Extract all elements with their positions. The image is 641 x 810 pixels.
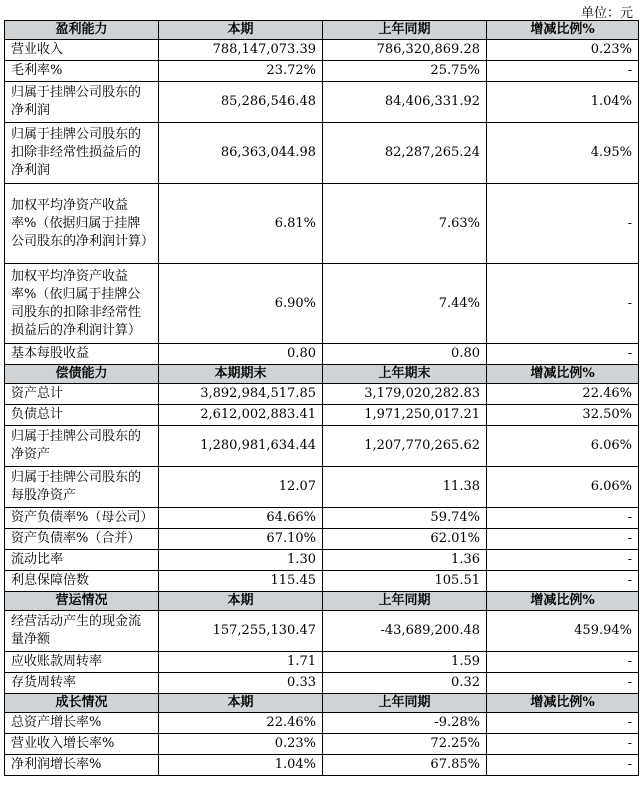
section-header-solvency	[5, 365, 639, 384]
change-percent: -	[487, 529, 639, 550]
table-row	[5, 82, 639, 123]
table-row	[5, 184, 639, 264]
previous-value: 11.38	[323, 467, 487, 508]
current-value: 0.80	[159, 344, 323, 365]
previous-value: 25.75%	[323, 61, 487, 82]
unit-label: 单位：元	[580, 6, 633, 21]
current-value: 85,286,546.48	[159, 82, 323, 123]
current-value: 64.66%	[159, 508, 323, 529]
header-cell: 增减比例%	[487, 694, 639, 713]
previous-value: 786,320,869.28	[323, 40, 487, 61]
previous-value: 1,207,770,265.62	[323, 426, 487, 467]
current-value: 3,892,984,517.85	[159, 384, 323, 405]
change-percent: -	[487, 61, 639, 82]
table-row	[5, 264, 639, 344]
row-label: 归属于挂牌公司股东的净利润	[5, 82, 159, 123]
table-row	[5, 755, 639, 776]
header-cell: 成长情况	[5, 694, 159, 713]
current-value: 2,612,002,883.41	[159, 405, 323, 426]
financial-indicators-table	[4, 20, 639, 776]
previous-value: 59.74%	[323, 508, 487, 529]
table-row	[5, 40, 639, 61]
header-cell: 盈利能力	[5, 21, 159, 40]
change-percent: 22.46%	[487, 384, 639, 405]
current-value: 6.90%	[159, 264, 323, 344]
table-row	[5, 652, 639, 673]
previous-value: 84,406,331.92	[323, 82, 487, 123]
section-header-operations	[5, 592, 639, 611]
table-row	[5, 61, 639, 82]
row-label: 应收账款周转率	[5, 652, 159, 673]
current-value: 157,255,130.47	[159, 611, 323, 652]
row-label: 毛利率%	[5, 61, 159, 82]
current-value: 1.30	[159, 550, 323, 571]
change-percent: 0.23%	[487, 40, 639, 61]
header-cell: 本期	[159, 592, 323, 611]
current-value: 22.46%	[159, 713, 323, 734]
row-label: 归属于挂牌公司股东的扣除非经常性损益后的净利润	[5, 123, 159, 184]
change-percent: 6.06%	[487, 426, 639, 467]
row-label: 资产总计	[5, 384, 159, 405]
current-value: 12.07	[159, 467, 323, 508]
table-row	[5, 384, 639, 405]
change-percent: -	[487, 571, 639, 592]
previous-value: 3,179,020,282.83	[323, 384, 487, 405]
current-value: 788,147,073.39	[159, 40, 323, 61]
current-value: 67.10%	[159, 529, 323, 550]
previous-value: -43,689,200.48	[323, 611, 487, 652]
previous-value: -9.28%	[323, 713, 487, 734]
table-row	[5, 550, 639, 571]
header-cell: 增减比例%	[487, 21, 639, 40]
previous-value: 72.25%	[323, 734, 487, 755]
header-cell: 增减比例%	[487, 592, 639, 611]
previous-value: 82,287,265.24	[323, 123, 487, 184]
row-label: 流动比率	[5, 550, 159, 571]
change-percent: 4.95%	[487, 123, 639, 184]
table-row	[5, 673, 639, 694]
change-percent: -	[487, 652, 639, 673]
section-header-growth	[5, 694, 639, 713]
previous-value: 0.80	[323, 344, 487, 365]
previous-value: 1,971,250,017.21	[323, 405, 487, 426]
previous-value: 1.36	[323, 550, 487, 571]
header-cell: 上年同期	[323, 592, 487, 611]
change-percent: -	[487, 184, 639, 264]
change-percent: -	[487, 264, 639, 344]
change-percent: -	[487, 508, 639, 529]
row-label: 基本每股收益	[5, 344, 159, 365]
current-value: 6.81%	[159, 184, 323, 264]
table-row	[5, 508, 639, 529]
table-row	[5, 529, 639, 550]
previous-value: 67.85%	[323, 755, 487, 776]
table-row	[5, 426, 639, 467]
row-label: 存货周转率	[5, 673, 159, 694]
row-label: 负债总计	[5, 405, 159, 426]
previous-value: 105.51	[323, 571, 487, 592]
row-label: 营业收入增长率%	[5, 734, 159, 755]
previous-value: 7.44%	[323, 264, 487, 344]
row-label: 加权平均净资产收益率%（依据归属于挂牌公司股东的净利润计算）	[5, 184, 159, 264]
change-percent: -	[487, 755, 639, 776]
header-cell: 上年期末	[323, 365, 487, 384]
change-percent: 32.50%	[487, 405, 639, 426]
change-percent: 1.04%	[487, 82, 639, 123]
current-value: 1,280,981,634.44	[159, 426, 323, 467]
row-label: 利息保障倍数	[5, 571, 159, 592]
current-value: 1.71	[159, 652, 323, 673]
table-row	[5, 405, 639, 426]
header-cell: 本期	[159, 694, 323, 713]
header-cell: 增减比例%	[487, 365, 639, 384]
row-label: 归属于挂牌公司股东的净资产	[5, 426, 159, 467]
row-label: 加权平均净资产收益率%（依归属于挂牌公司股东的扣除非经常性损益后的净利润计算）	[5, 264, 159, 344]
table-row	[5, 713, 639, 734]
table-row	[5, 734, 639, 755]
change-percent: -	[487, 673, 639, 694]
change-percent: -	[487, 344, 639, 365]
change-percent: -	[487, 734, 639, 755]
row-label: 资产负债率%（合并）	[5, 529, 159, 550]
header-cell: 上年同期	[323, 694, 487, 713]
header-cell: 偿债能力	[5, 365, 159, 384]
header-cell: 营运情况	[5, 592, 159, 611]
current-value: 115.45	[159, 571, 323, 592]
table-row	[5, 344, 639, 365]
row-label: 净利润增长率%	[5, 755, 159, 776]
previous-value: 0.32	[323, 673, 487, 694]
change-percent: -	[487, 713, 639, 734]
change-percent: 6.06%	[487, 467, 639, 508]
change-percent: 459.94%	[487, 611, 639, 652]
current-value: 23.72%	[159, 61, 323, 82]
previous-value: 7.63%	[323, 184, 487, 264]
row-label: 资产负债率%（母公司）	[5, 508, 159, 529]
current-value: 0.23%	[159, 734, 323, 755]
header-cell: 本期期末	[159, 365, 323, 384]
previous-value: 62.01%	[323, 529, 487, 550]
section-header-profitability	[5, 21, 639, 40]
previous-value: 1.59	[323, 652, 487, 673]
change-percent: -	[487, 550, 639, 571]
current-value: 1.04%	[159, 755, 323, 776]
current-value: 0.33	[159, 673, 323, 694]
row-label: 总资产增长率%	[5, 713, 159, 734]
row-label: 经营活动产生的现金流量净额	[5, 611, 159, 652]
row-label: 归属于挂牌公司股东的每股净资产	[5, 467, 159, 508]
current-value: 86,363,044.98	[159, 123, 323, 184]
header-cell: 上年同期	[323, 21, 487, 40]
header-cell: 本期	[159, 21, 323, 40]
table-row	[5, 123, 639, 184]
table-row	[5, 467, 639, 508]
row-label: 营业收入	[5, 40, 159, 61]
table-row	[5, 571, 639, 592]
table-row	[5, 611, 639, 652]
